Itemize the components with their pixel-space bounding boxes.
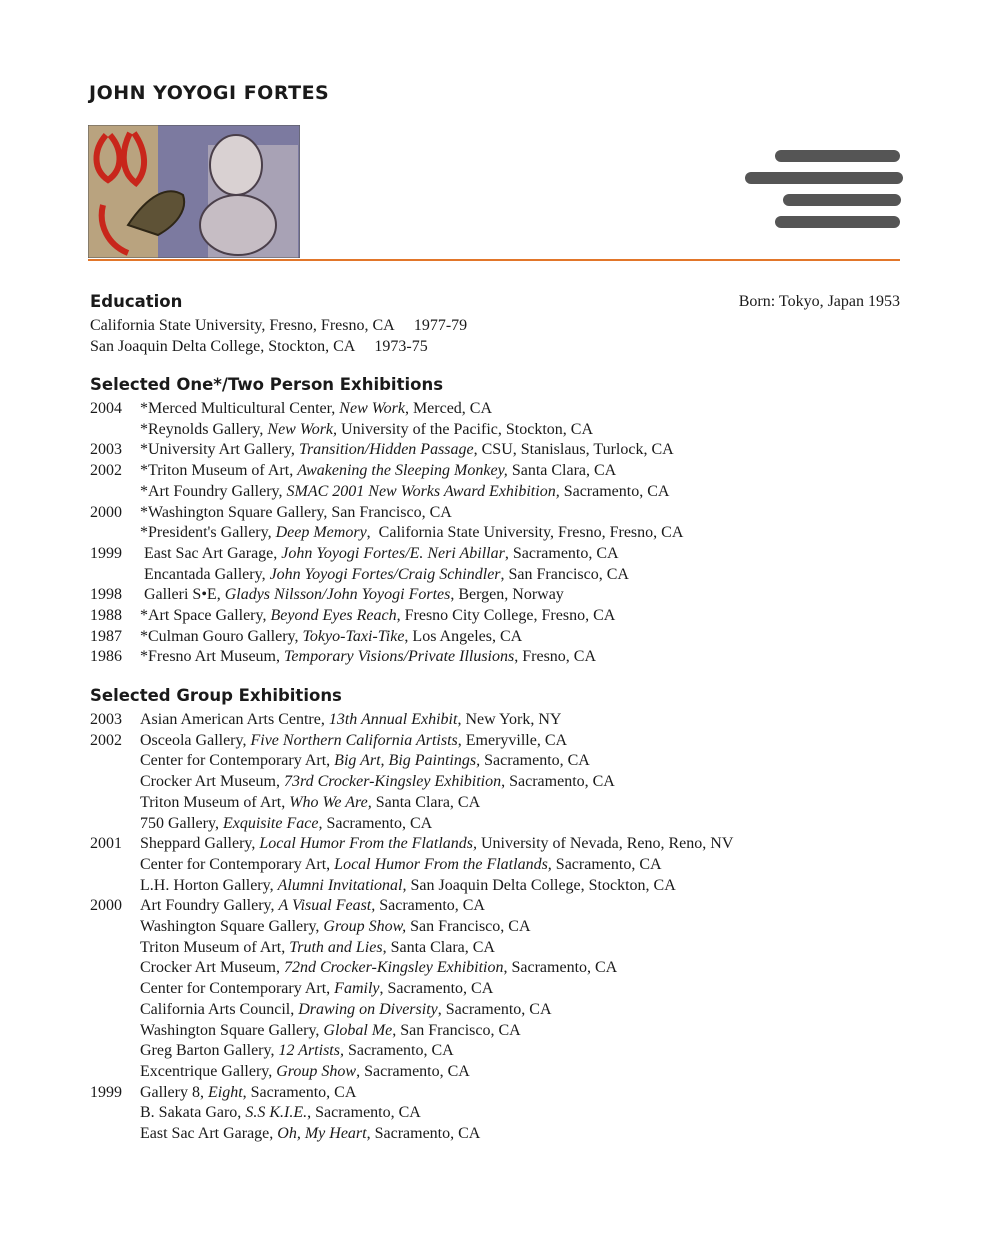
exhibition-venue: *Merced Multicultural Center, <box>140 400 340 417</box>
exhibition-location: Santa Clara, CA <box>507 462 617 480</box>
one-two-person-section <box>90 374 683 668</box>
exhibition-row <box>90 958 733 979</box>
exhibition-entry <box>140 814 432 835</box>
exhibition-venue: Washington Square Gallery, <box>140 918 324 936</box>
exhibition-year <box>90 938 140 959</box>
exhibition-row <box>90 896 733 917</box>
exhibition-venue: Sheppard Gallery, <box>140 835 260 853</box>
exhibition-title: John Yoyogi Fortes/Craig Schindler <box>269 565 501 583</box>
exhibition-year: 2003 <box>90 711 122 728</box>
exhibition-venue: *Washington Square Gallery, San Francisco, CA <box>140 503 452 521</box>
exhibition-location: San Francisco, CA <box>406 918 531 936</box>
exhibition-entry <box>140 1083 356 1104</box>
group-exhibitions-heading: Selected Group Exhibitions <box>90 686 342 705</box>
exhibition-row <box>90 1124 733 1145</box>
exhibition-entry <box>140 440 674 461</box>
exhibition-year <box>90 1000 140 1021</box>
exhibition-title: Eight <box>207 1083 243 1101</box>
logo <box>745 150 903 230</box>
exhibition-venue: 750 Gallery, <box>140 814 223 832</box>
exhibition-year <box>90 1062 140 1083</box>
exhibition-title: Group Show <box>276 1062 357 1080</box>
exhibition-row <box>90 627 683 648</box>
group-exhibitions-section <box>90 685 733 1145</box>
exhibition-entry <box>140 1041 454 1062</box>
exhibition-title: John Yoyogi Fortes/E. Neri Abillar <box>281 544 505 562</box>
exhibition-title: A Visual Feast, <box>278 897 376 915</box>
exhibition-year: 1999 <box>90 544 122 562</box>
exhibition-row <box>90 585 683 606</box>
exhibition-year <box>90 958 140 979</box>
exhibition-location: Sacramento, CA <box>375 897 485 915</box>
exhibition-title: 73rd Crocker-Kingsley Exhibition <box>283 773 502 791</box>
exhibition-row <box>90 731 733 752</box>
education-heading: Education <box>90 292 183 311</box>
exhibition-entry <box>140 647 596 668</box>
exhibition-title: Tokyo-Taxi-Tike <box>302 627 405 645</box>
exhibition-location: , CSU, Stanislaus, Turlock, CA <box>473 441 674 459</box>
exhibition-title: Oh, My Heart <box>277 1125 367 1143</box>
exhibition-year: 1998 <box>90 586 122 604</box>
logo-bar-icon <box>745 172 903 184</box>
exhibition-row <box>90 1000 733 1021</box>
exhibition-year <box>90 1021 140 1042</box>
exhibition-row <box>90 917 733 938</box>
exhibition-title: Global Me <box>323 1021 393 1039</box>
exhibition-location: , New York, NY <box>457 711 562 728</box>
exhibition-venue: Crocker Art Museum, <box>140 773 284 791</box>
exhibition-row <box>90 420 683 441</box>
exhibition-entry <box>140 834 733 855</box>
exhibition-year: 2003 <box>90 441 122 459</box>
exhibition-location: , Sacramento, CA <box>356 1062 470 1080</box>
exhibition-year <box>90 1103 140 1124</box>
exhibition-title: Beyond Eyes Reach <box>270 607 397 625</box>
exhibition-year: 2000 <box>90 503 122 521</box>
exhibition-location: , California State University, Fresno, Fresno, CA <box>366 524 684 542</box>
exhibition-venue: California Arts Council, <box>140 1000 299 1018</box>
exhibition-row <box>90 399 683 420</box>
logo-bar-icon <box>775 216 900 228</box>
birth-info: Born: Tokyo, Japan 1953 <box>738 293 900 310</box>
exhibition-title: 12 Artists, <box>278 1042 344 1060</box>
exhibition-row <box>90 772 733 793</box>
exhibition-year: 2001 <box>90 835 122 853</box>
exhibition-location: , Emeryville, CA <box>457 731 568 749</box>
exhibition-entry <box>140 420 593 441</box>
exhibition-entry <box>140 1000 552 1021</box>
exhibition-venue: Encantada Gallery, <box>140 565 270 583</box>
exhibition-venue: Art Foundry Gallery, <box>140 897 279 915</box>
exhibition-row <box>90 979 733 1000</box>
exhibition-venue: East Sac Art Garage, <box>140 544 282 562</box>
exhibition-location: Sacramento, CA <box>551 855 662 873</box>
exhibition-entry <box>140 772 615 793</box>
exhibition-venue: Center for Contemporary Art, <box>140 752 335 770</box>
exhibition-entry <box>140 523 683 544</box>
exhibition-title: Truth and Lies <box>289 938 383 956</box>
exhibition-location: , Bergen, Norway <box>450 586 564 604</box>
exhibition-row <box>90 1103 733 1124</box>
exhibition-row <box>90 1041 733 1062</box>
exhibition-venue: Excentrique Gallery, <box>140 1062 277 1080</box>
exhibition-venue: Crocker Art Museum, <box>140 959 284 977</box>
exhibition-entry <box>140 1021 521 1042</box>
exhibition-entry <box>140 503 452 524</box>
logo-bar-icon <box>783 194 901 206</box>
exhibition-entry <box>140 917 531 938</box>
exhibition-year <box>90 482 140 503</box>
exhibition-entry <box>140 461 616 482</box>
exhibition-location: Sacramento, CA <box>343 1042 454 1060</box>
exhibition-year: 2000 <box>90 897 122 915</box>
exhibition-venue: *Culman Gouro Gallery, <box>140 627 303 645</box>
artist-name: JOHN YOYOGI FORTES <box>89 82 330 104</box>
exhibition-row <box>90 523 683 544</box>
exhibition-year <box>90 523 140 544</box>
exhibition-title: Awakening the Sleeping Monkey, <box>297 462 508 480</box>
exhibition-venue: B. Sakata Garo, <box>140 1104 246 1122</box>
exhibition-location: , Sacramento, CA <box>366 1125 481 1143</box>
exhibition-entry <box>140 855 662 876</box>
exhibition-title: Group Show, <box>323 918 407 936</box>
exhibition-location: , Sacramento, CA <box>242 1083 357 1101</box>
exhibition-location: University of Nevada, Reno, Reno, NV <box>477 835 734 853</box>
exhibition-entry <box>140 731 567 752</box>
exhibition-title: Exquisite Face, <box>222 814 323 832</box>
exhibition-location: San Joaquin Delta College, Stockton, CA <box>406 876 676 894</box>
exhibition-venue: Osceola Gallery, <box>140 731 251 749</box>
exhibition-year: 1999 <box>90 1083 122 1101</box>
exhibition-year <box>90 751 140 772</box>
artwork-image <box>88 125 300 258</box>
exhibition-entry <box>140 896 485 917</box>
exhibition-title: SMAC 2001 New Works Award Exhibition, <box>286 482 560 500</box>
exhibition-entry <box>140 544 619 565</box>
exhibition-row <box>90 503 683 524</box>
exhibition-venue: Center for Contemporary Art, <box>140 855 335 873</box>
exhibition-venue: Triton Museum of Art, <box>140 938 290 956</box>
exhibition-venue: *President's Gallery, <box>140 524 276 542</box>
exhibition-venue: *Triton Museum of Art, <box>140 462 298 480</box>
exhibition-row <box>90 793 733 814</box>
exhibition-row <box>90 482 683 503</box>
exhibition-row <box>90 814 733 835</box>
exhibition-entry <box>140 1103 421 1124</box>
exhibition-year <box>90 793 140 814</box>
exhibition-year: 1986 <box>90 648 122 666</box>
exhibition-row <box>90 1062 733 1083</box>
exhibition-location: , Fresno City College, Fresno, CA <box>396 607 616 625</box>
exhibition-entry <box>140 585 564 606</box>
exhibition-location: , Sacramento, CA <box>307 1104 421 1122</box>
exhibition-title: S.S K.I.E. <box>245 1104 308 1122</box>
exhibition-entry <box>140 938 495 959</box>
exhibition-row <box>90 710 733 731</box>
exhibition-entry <box>140 751 590 772</box>
exhibition-entry <box>140 1062 470 1083</box>
exhibition-title: Five Northern California Artists <box>250 731 458 749</box>
exhibition-location: Santa Clara, CA <box>371 793 481 811</box>
exhibition-title: New Work <box>339 400 405 417</box>
exhibition-title: Alumni Invitational, <box>277 876 407 894</box>
exhibition-row <box>90 876 733 897</box>
one-two-person-heading: Selected One*/Two Person Exhibitions <box>90 375 444 394</box>
exhibition-year <box>90 814 140 835</box>
exhibition-location: , Sacramento, CA <box>503 959 618 977</box>
exhibition-location: , Sacramento, CA <box>504 544 619 562</box>
exhibition-title: Temporary Visions/Private Illusions <box>284 648 515 666</box>
exhibition-title: 72nd Crocker-Kingsley Exhibition <box>283 959 504 977</box>
exhibition-venue: *University Art Gallery, <box>140 441 299 459</box>
exhibition-venue: Triton Museum of Art, <box>140 793 290 811</box>
exhibition-venue: Center for Contemporary Art, <box>140 980 335 998</box>
exhibition-location: , Sacramento, CA <box>501 773 615 791</box>
exhibition-title: Family <box>334 980 380 998</box>
exhibition-entry <box>140 793 480 814</box>
artwork-painting-icon <box>88 125 300 258</box>
exhibition-row <box>90 440 683 461</box>
exhibition-location: Sacramento, CA <box>322 814 433 832</box>
exhibition-year <box>90 1124 140 1145</box>
exhibition-entry <box>140 876 676 897</box>
exhibition-title: Big Art, Big Paintings, <box>334 752 481 770</box>
exhibition-title: Transition/Hidden Passage <box>298 441 474 459</box>
exhibition-row <box>90 855 733 876</box>
exhibition-row <box>90 565 683 586</box>
exhibition-title: Local Humor From the Flatlands, <box>334 855 552 873</box>
exhibition-venue: Galleri S•E, <box>140 586 225 604</box>
exhibition-venue: *Fresno Art Museum, <box>140 648 284 666</box>
exhibition-year: 1988 <box>90 607 122 625</box>
exhibition-entry <box>140 979 493 1000</box>
exhibition-title: Drawing on Diversity <box>298 1000 438 1018</box>
exhibition-row <box>90 1083 733 1104</box>
exhibition-year <box>90 876 140 897</box>
exhibition-title: 13th Annual Exhibit <box>328 711 458 728</box>
exhibition-year <box>90 917 140 938</box>
exhibition-title: Local Humor From the Flatlands, <box>259 835 477 853</box>
exhibition-location: , San Francisco, CA <box>500 565 629 583</box>
exhibition-year <box>90 979 140 1000</box>
exhibition-venue: Asian American Arts Centre, <box>140 711 329 728</box>
exhibition-entry <box>140 958 617 979</box>
exhibition-row <box>90 461 683 482</box>
exhibition-venue: *Reynolds Gallery, <box>140 420 268 438</box>
exhibition-year: 1987 <box>90 627 122 645</box>
exhibition-row <box>90 834 733 855</box>
exhibition-title: Deep Memory <box>275 524 367 542</box>
exhibition-entry <box>140 710 561 731</box>
exhibition-year <box>90 772 140 793</box>
exhibition-location: , Santa Clara, CA <box>382 938 495 956</box>
exhibition-year: 2002 <box>90 462 122 480</box>
education-entry: San Joaquin Delta College, Stockton, CA 1973-75 <box>90 337 428 355</box>
logo-bar-icon <box>775 150 900 162</box>
exhibition-year: 2002 <box>90 731 122 749</box>
exhibition-location: , Sacramento, CA <box>437 1000 552 1018</box>
exhibition-location: Sacramento, CA <box>559 482 670 500</box>
exhibition-year <box>90 565 140 586</box>
exhibition-entry <box>140 1124 480 1145</box>
exhibition-title: Gladys Nilsson/John Yoyogi Fortes <box>224 586 451 604</box>
exhibition-year <box>90 420 140 441</box>
exhibition-venue: East Sac Art Garage, <box>140 1125 278 1143</box>
exhibition-row <box>90 1021 733 1042</box>
exhibition-location: Sacramento, CA <box>480 752 590 770</box>
education-section <box>90 291 467 357</box>
exhibition-entry <box>140 565 629 586</box>
exhibition-year: 2004 <box>90 400 122 417</box>
exhibition-row <box>90 544 683 565</box>
exhibition-entry <box>140 399 492 420</box>
exhibition-entry <box>140 482 669 503</box>
education-entry: California State University, Fresno, Fresno, CA 1977-79 <box>90 317 468 334</box>
exhibition-entry <box>140 606 615 627</box>
exhibition-entry <box>140 627 522 648</box>
exhibition-year <box>90 1041 140 1062</box>
exhibition-venue: *Art Foundry Gallery, <box>140 482 287 500</box>
exhibition-location: , Los Angeles, CA <box>404 627 523 645</box>
exhibition-row <box>90 606 683 627</box>
exhibition-venue: Washington Square Gallery, <box>140 1021 324 1039</box>
exhibition-row <box>90 751 733 772</box>
exhibition-venue: Gallery 8, <box>140 1083 208 1101</box>
exhibition-row <box>90 647 683 668</box>
exhibition-location: , San Francisco, CA <box>392 1021 521 1039</box>
exhibition-year <box>90 855 140 876</box>
exhibition-venue: *Art Space Gallery, <box>140 607 271 625</box>
exhibition-title: New Work, <box>267 420 338 438</box>
exhibition-location: University of the Pacific, Stockton, CA <box>337 420 593 438</box>
exhibition-venue: Greg Barton Gallery, <box>140 1042 279 1060</box>
exhibition-location: , Sacramento, CA <box>379 980 494 998</box>
exhibition-title: Who We Are, <box>289 793 372 811</box>
exhibition-row <box>90 938 733 959</box>
header-divider <box>88 259 900 261</box>
exhibition-venue: L.H. Horton Gallery, <box>140 876 278 894</box>
exhibition-location: , Fresno, CA <box>514 648 597 666</box>
exhibition-location: , Merced, CA <box>404 400 493 417</box>
